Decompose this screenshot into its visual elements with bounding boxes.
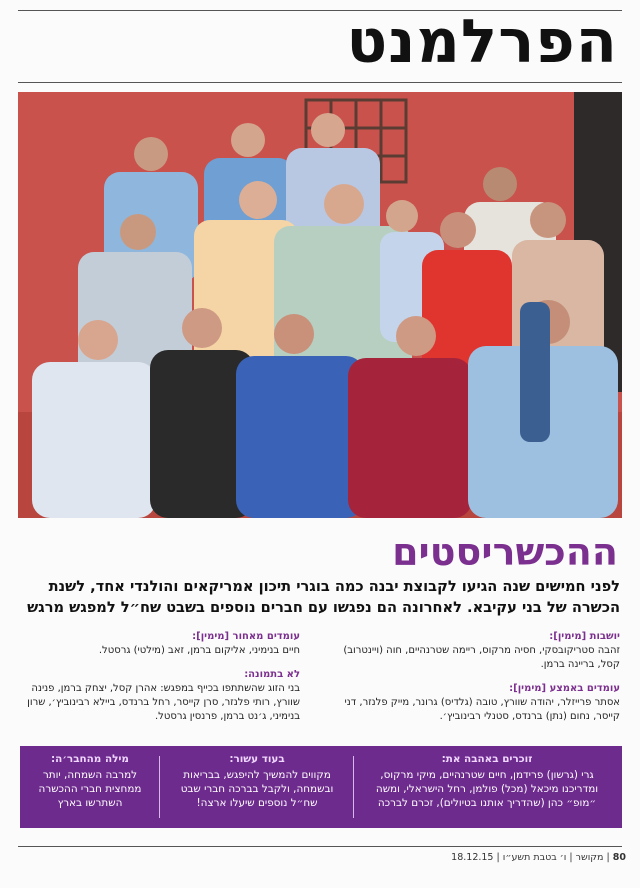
caption-text-middle: אסתר פרייזלר, יהודה שוורץ, טובה (גלדיס) גרונר, מייק פלנזר, דני קייסר, נחום (נתן) ברנדס, סטנלי רבינוביץ׳.: [344, 697, 620, 722]
caption-heading-middle: עומדים באמצע [מימין]:: [509, 683, 620, 694]
caption-text-absent: בני הזוג שהשתתפו בכייף במפגש: אהרן קסל, יצחק ברמן, פנינה שוורץ, רותי פלנזר, סרן קייסר, רחל ברנדס, ביילא רבינוביץ׳, שרון בנימיני, ג׳נט ברמן, פרנסין גרסטל.: [27, 683, 300, 722]
band-heading-memorial: זוכרים באהבה את:: [441, 753, 533, 765]
band-divider: [159, 756, 160, 818]
caption-right-column: [324, 628, 620, 738]
band-heading-word: מילה מהחבר׳ה:: [51, 753, 129, 765]
section-title: הפרלמנט: [346, 7, 618, 77]
band-column-word: [28, 752, 152, 822]
header-rule: [18, 82, 622, 83]
article-headline: ההכשריסטים: [392, 530, 618, 574]
gregorian-date: 18.12.15: [451, 852, 494, 863]
band-text-word: למרבה השמחה, יותר ממחצית חברי ההכשרה השתרשו בארץ: [38, 769, 142, 809]
footer-rule: [18, 846, 622, 847]
page-number: 80: [612, 852, 626, 863]
band-text-decade: מקווים להמשיך להיפגש, בבריאות ובשמחה, ולקבל בברכה חברי שבט שח״ל נוספים שיעלו ארצה!: [180, 769, 334, 809]
caption-heading-absent: לא בתמונה:: [244, 669, 300, 680]
group-photo: [18, 92, 622, 518]
hebrew-date: ו׳ בטבת תשע״ו: [502, 852, 567, 863]
caption-text-seated: זהבה סטריקובסקי, חסיה מרקוס, ריימה שטרנהיים, חוה (ויינטרוב) קסל, בריינה ברמן.: [343, 645, 620, 670]
band-column-memorial: [362, 752, 612, 822]
caption-text-back: חיים בנימיני, אליקום ברמן, זאב (מילטי) גרסטל.: [98, 645, 300, 656]
caption-heading-back: עומדים מאחור [מימין]:: [192, 631, 300, 642]
purple-info-band: [20, 746, 622, 828]
magazine-name: מקושר: [575, 852, 604, 863]
band-column-decade: [168, 752, 346, 822]
page-footer: 80 | מקושר | ו׳ בטבת תשע״ו | 18.12.15: [451, 852, 626, 863]
article-lead: לפני חמישים שנה הגיעו לקבוצת יבנה כמה בוגרי תיכון אמריקאים והולנדי אחד, לשנת הכשרה של בני עקיבא. לאחרונה הם נפגשו עם חברים נוספים בשבט שח״ל למפגש מרגש: [27, 578, 620, 616]
caption-heading-seated: יושבות [מימין]:: [549, 631, 620, 642]
caption-left-column: [20, 628, 300, 738]
band-text-memorial: גרי (גרשון) פרידמן, חיים שטרנהיים, מיקי מרקוס, ומדריכנו מיכאל (מכל) פולמן, רחל הישראלי, ומשה ״מופ״ כהן (שהדריך אותנו בטיולים), זכרם לברכה: [375, 769, 599, 809]
band-divider: [353, 756, 354, 818]
band-heading-decade: בעוד עשור:: [229, 753, 285, 765]
